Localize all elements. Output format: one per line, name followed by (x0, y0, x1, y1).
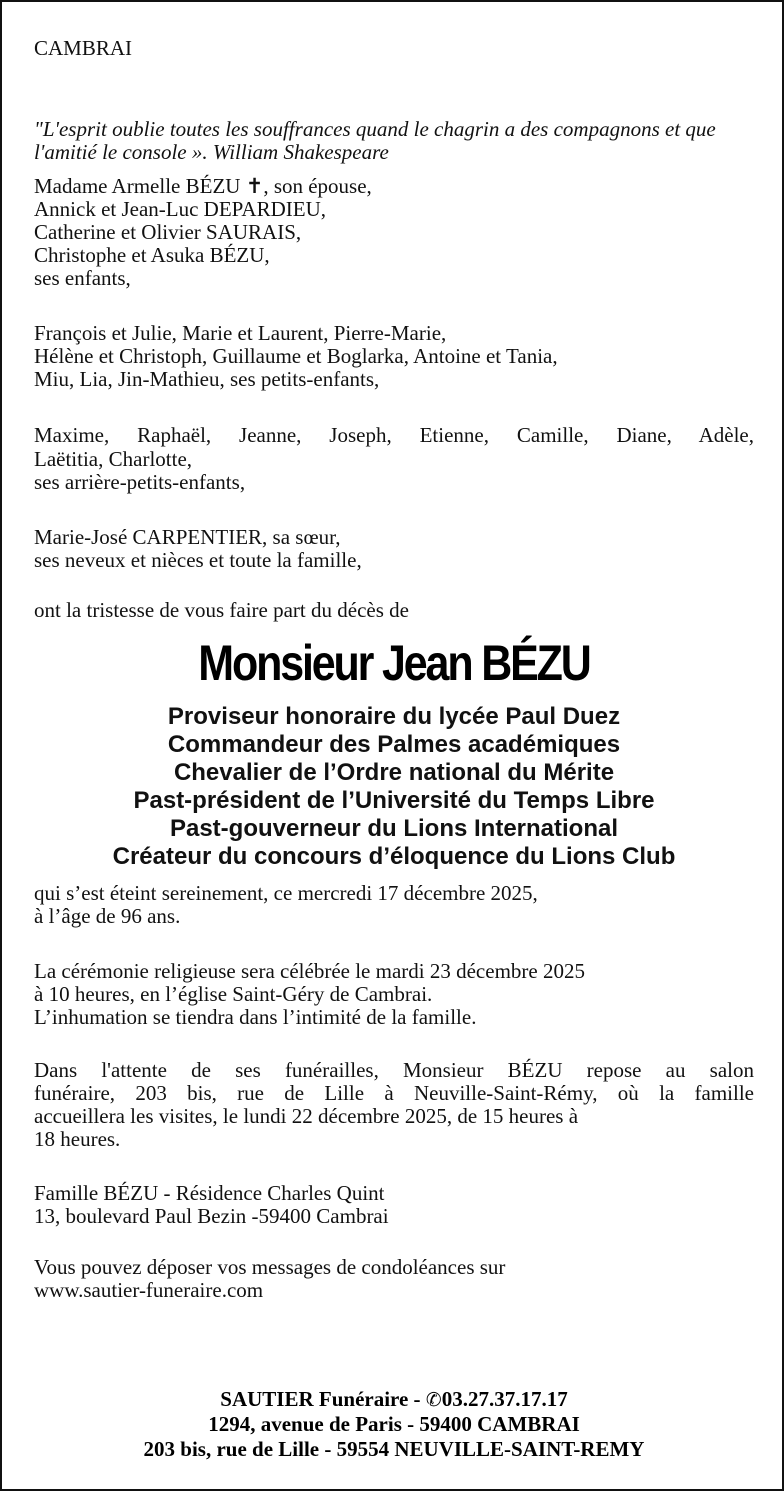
text-line: à l’âge de 96 ans. (34, 904, 181, 928)
text-line: à 10 heures, en l’église Saint-Géry de Cambrai. (34, 982, 433, 1006)
title-line: Créateur du concours d’éloquence du Lions Club (112, 843, 676, 870)
title-line: Chevalier de l’Ordre national du Mérite (173, 759, 615, 786)
spouse-relation: , son épouse, (263, 174, 372, 198)
family-line: ses enfants, (34, 266, 131, 290)
text-line: 18 heures. (34, 1127, 121, 1151)
cross-icon: ✝ (245, 174, 264, 198)
phone-number: 03.27.37.17.17 (441, 1387, 568, 1411)
title-line: Commandeur des Palmes académiques (167, 731, 621, 758)
family-line: Annick et Jean-Luc DEPARDIEU, (34, 197, 327, 221)
spouse-name: Madame Armelle BÉZU (34, 174, 246, 198)
condolences-url: www.sautier-funeraire.com (34, 1278, 264, 1302)
family-line: Christophe et Asuka BÉZU, (34, 243, 270, 267)
family-line: Catherine et Olivier SAURAIS, (34, 220, 302, 244)
family-line: Laëtitia, Charlotte, (34, 447, 193, 471)
funeral-home-label: SAUTIER Funéraire - (220, 1387, 426, 1411)
family-line: Marie-José CARPENTIER, sa sœur, (34, 525, 341, 549)
family-line: Maxime, Raphaël, Jeanne, Joseph, Etienne, Camille, Diane, Adèle, (34, 423, 754, 447)
text-line: qui s’est éteint sereinement, ce mercredi 17 décembre 2025, (34, 881, 538, 905)
announcement: ont la tristesse de vous faire part du décès de (34, 598, 409, 622)
title-line: Past-gouverneur du Lions International (169, 815, 619, 842)
title-line: Proviseur honoraire du lycée Paul Duez (167, 703, 621, 730)
family-line (34, 175, 372, 198)
quote-line: l'amitié le console ». William Shakespeare (34, 140, 389, 164)
family-line: Miu, Lia, Jin-Mathieu, ses petits-enfants, (34, 367, 380, 391)
quote-line: "L'esprit oublie toutes les souffrances quand le chagrin a des compagnons et que (34, 117, 716, 141)
text-line: accueillera les visites, le lundi 22 décembre 2025, de 15 heures à (34, 1104, 579, 1128)
title-line: Past-président de l’Université du Temps Libre (133, 787, 655, 814)
family-line: Hélène et Christoph, Guillaume et Boglarka, Antoine et Tania, (34, 344, 558, 368)
text-line: funéraire, 203 bis, rue de Lille à Neuville-Saint-Rémy, où la famille (34, 1081, 754, 1105)
family-line: ses arrière-petits-enfants, (34, 470, 246, 494)
deceased-name: Monsieur Jean BÉZU (198, 635, 590, 691)
text-line: Dans l'attente de ses funérailles, Monsieur BÉZU repose au salon (34, 1058, 754, 1082)
text-line: Vous pouvez déposer vos messages de condoléances sur (34, 1255, 506, 1279)
text-line: 13, boulevard Paul Bezin -59400 Cambrai (34, 1204, 389, 1228)
text-line: La cérémonie religieuse sera célébrée le mardi 23 décembre 2025 (34, 959, 585, 983)
funeral-home-address: 203 bis, rue de Lille - 59554 NEUVILLE-SAINT-REMY (143, 1437, 645, 1461)
phone-icon: ✆ (425, 1389, 442, 1411)
family-line: ses neveux et nièces et toute la famille, (34, 548, 362, 572)
city-heading: CAMBRAI (34, 36, 133, 60)
funeral-home-address: 1294, avenue de Paris - 59400 CAMBRAI (208, 1412, 580, 1436)
text-line: L’inhumation se tiendra dans l’intimité de la famille. (34, 1005, 477, 1029)
funeral-home-name (2, 1386, 784, 1413)
family-line: François et Julie, Marie et Laurent, Pierre-Marie, (34, 321, 447, 345)
text-line: Famille BÉZU - Résidence Charles Quint (34, 1181, 385, 1205)
